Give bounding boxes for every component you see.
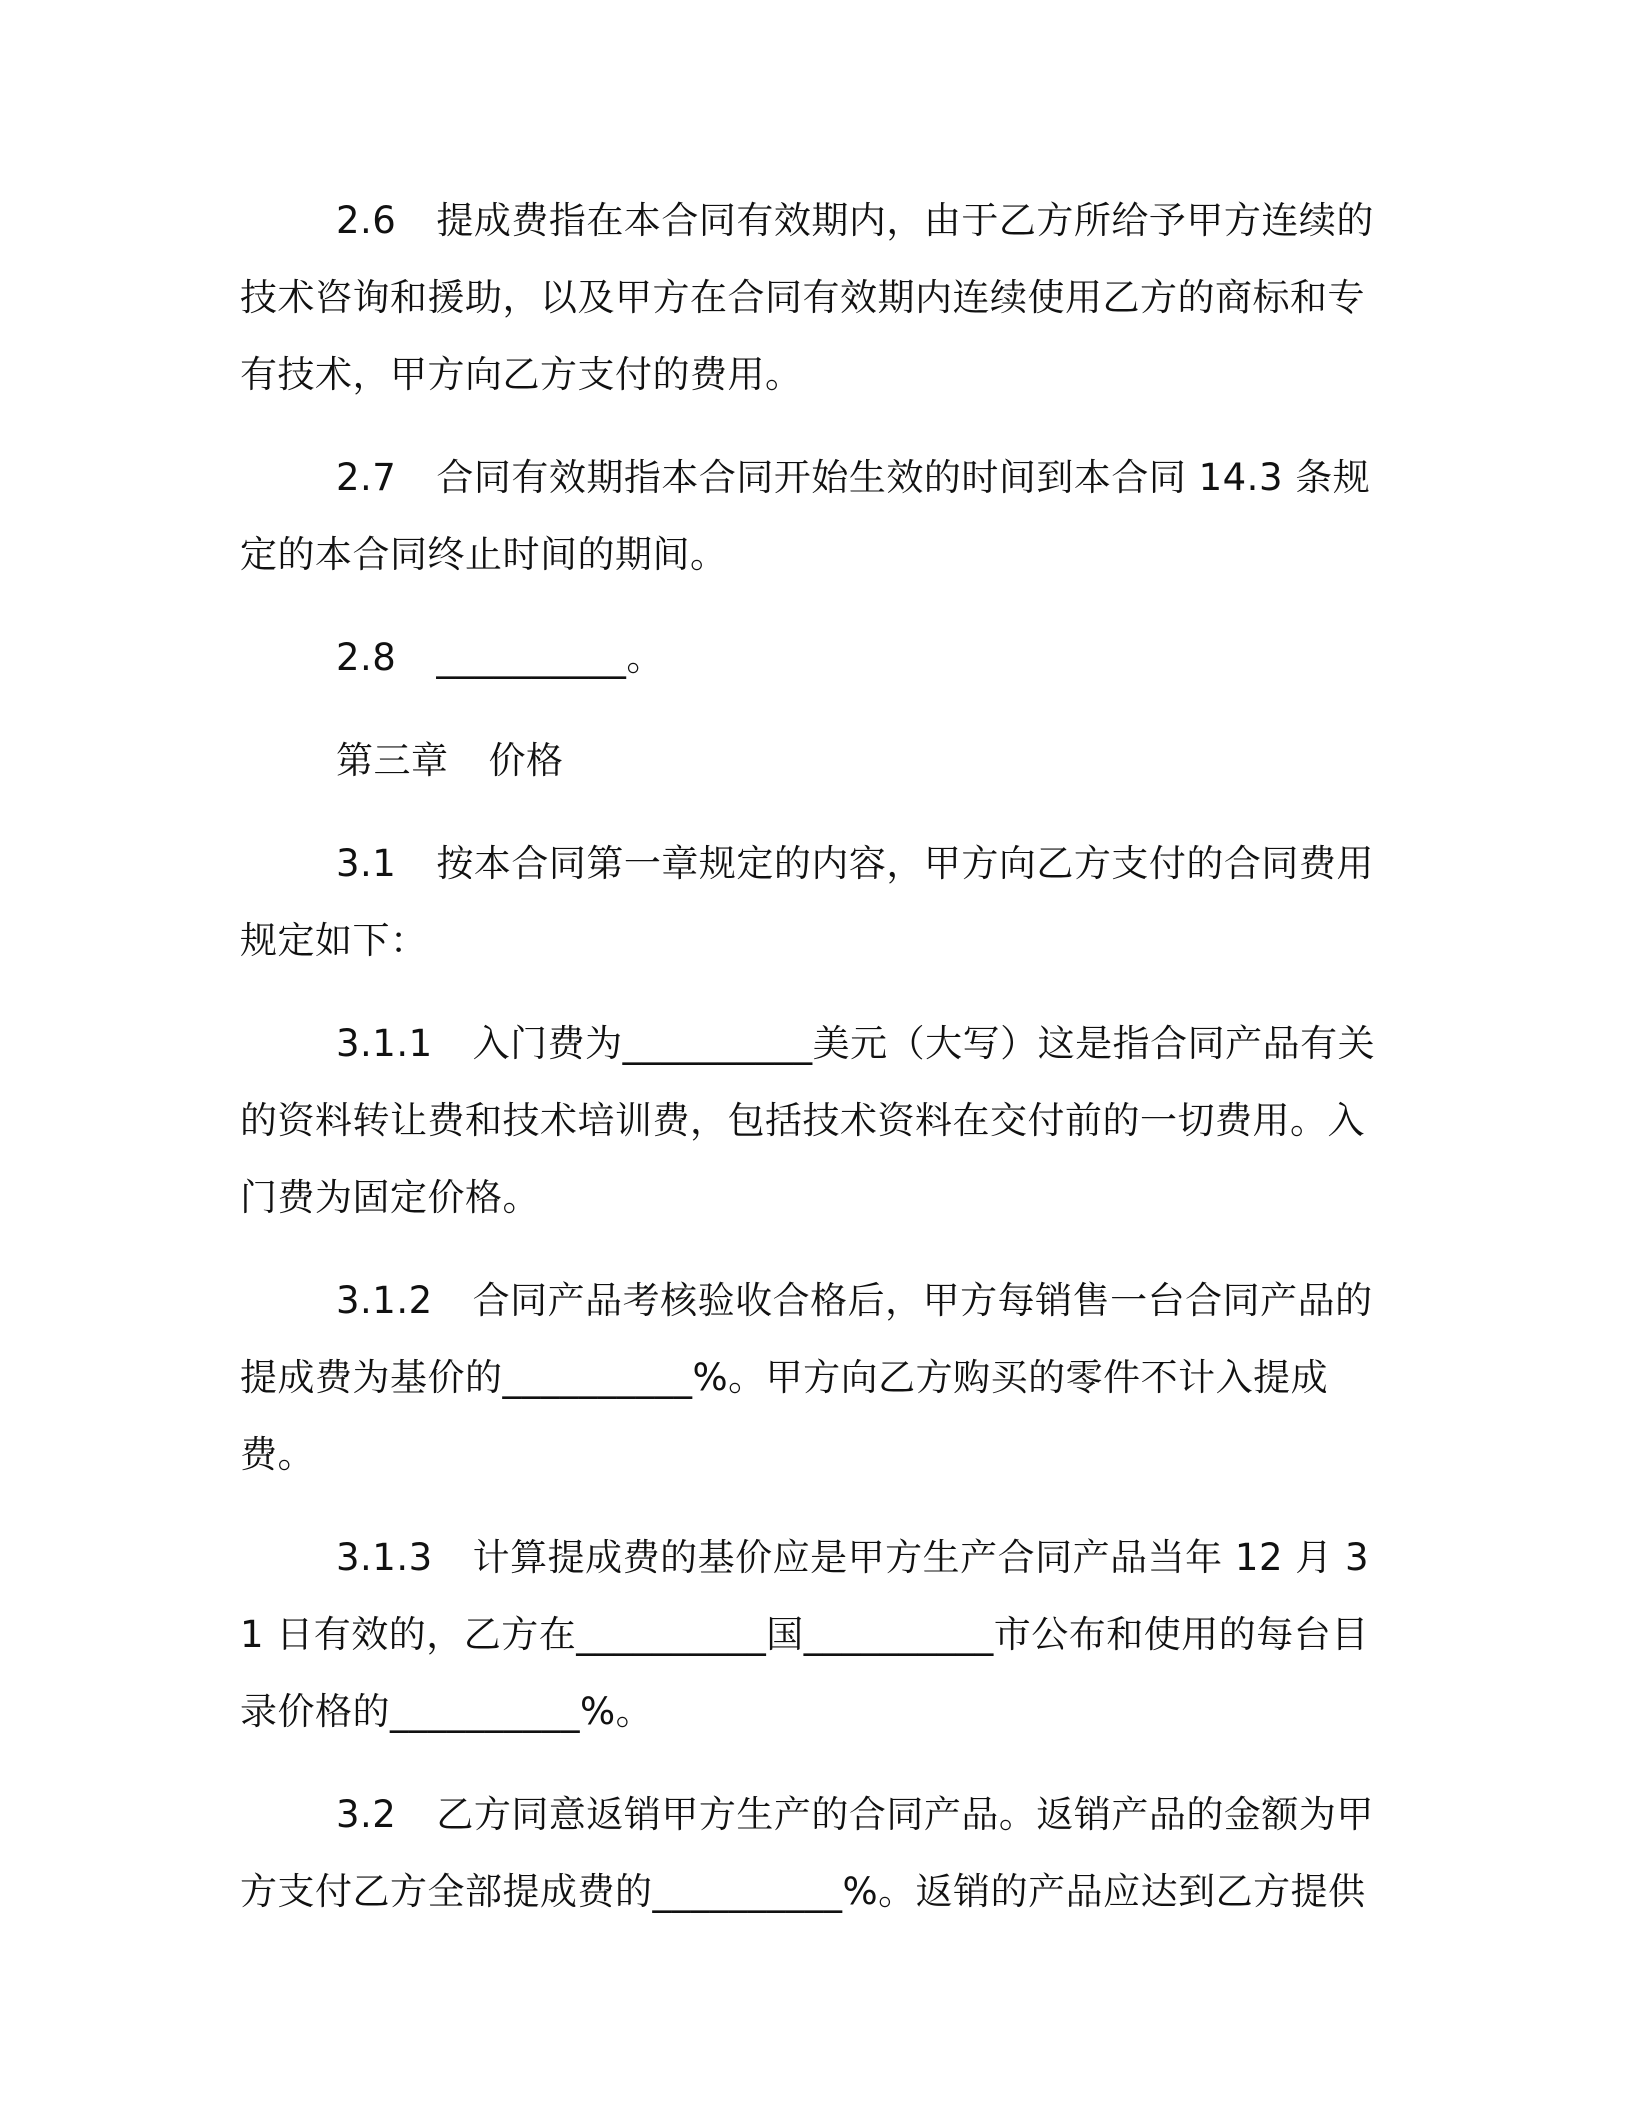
chapter-title: 价格 [488,739,564,782]
clause-text: 按本合同第一章规定的内容，甲方向乙方支付的合同费用规定如下： [240,842,1374,962]
clause-text: 乙方同意返销甲方生产的合同产品。返销产品的金额为甲方支付乙方全部提成费的__________%。返销的产品应达到乙方提供 [240,1793,1374,1913]
clause-3-1-3 [240,1519,1380,1750]
clause-number: 3.2 [336,1793,397,1836]
clause-3-1 [240,825,1380,979]
clause-number: 3.1 [336,842,397,885]
clause-3-1-1 [240,1005,1380,1236]
clause-number: 3.1.1 [336,1022,433,1065]
document-page [240,182,1380,1956]
clause-number: 3.1.3 [336,1536,433,1579]
chapter-number: 第三章 [336,739,449,782]
clause-text: 计算提成费的基价应是甲方生产合同产品当年 12 月 31 日有效的，乙方在__________国__________市公布和使用的每台目录价格的__________%。 [240,1536,1370,1733]
clause-text: 入门费为__________美元（大写）这是指合同产品有关的资料转让费和技术培训费，包括技术资料在交付前的一切费用。入门费为固定价格。 [240,1022,1376,1219]
clause-number: 2.8 [336,636,397,679]
clause-text: __________。 [436,636,664,679]
clause-3-2 [240,1776,1380,1930]
clause-number: 3.1.2 [336,1279,433,1322]
clause-text: 提成费指在本合同有效期内，由于乙方所给予甲方连续的技术咨询和援助，以及甲方在合同有效期内连续使用乙方的商标和专有技术，甲方向乙方支付的费用。 [240,199,1374,396]
chapter-3-heading [240,722,1380,799]
clause-3-1-2 [240,1262,1380,1493]
clause-number: 2.6 [336,199,397,242]
clause-2-7 [240,439,1380,593]
clause-text: 合同产品考核验收合格后，甲方每销售一台合同产品的提成费为基价的__________%。甲方向乙方购买的零件不计入提成费。 [240,1279,1373,1476]
clause-text: 合同有效期指本合同开始生效的时间到本合同 14.3 条规定的本合同终止时间的期间。 [240,456,1371,576]
clause-2-6 [240,182,1380,413]
clause-number: 2.7 [336,456,397,499]
clause-2-8 [240,619,1380,696]
